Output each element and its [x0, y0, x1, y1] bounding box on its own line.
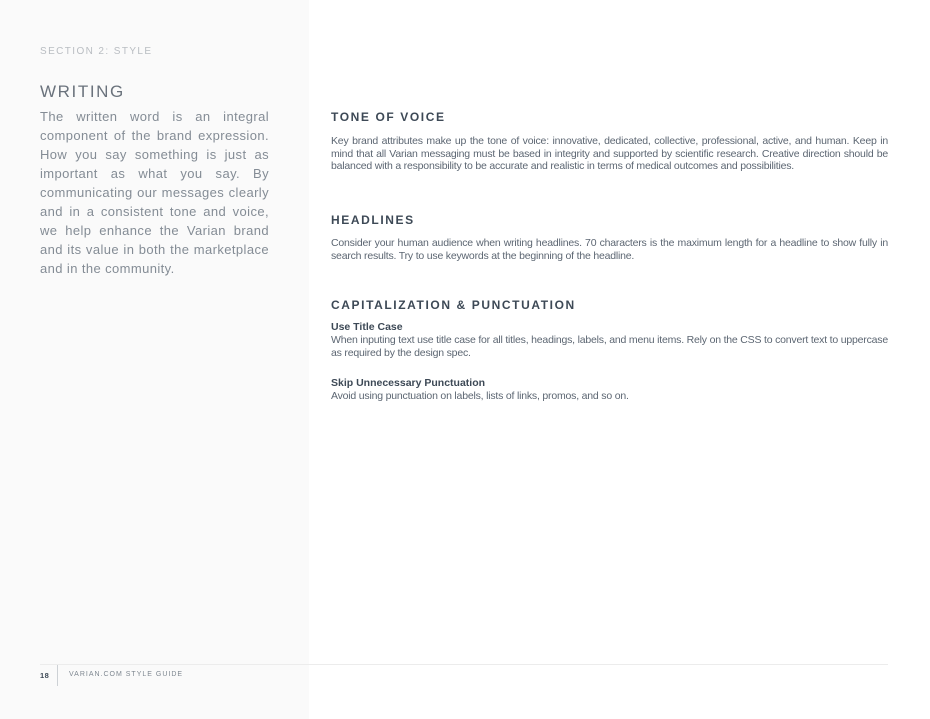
footer-rule	[40, 664, 888, 665]
page-title: WRITING	[40, 82, 125, 101]
section-heading-tone-of-voice: TONE OF VOICE	[331, 110, 446, 124]
subsection-body-use-title-case: When inputing text use title case for all titles, headings, labels, and menu items. Rely on the CSS to convert text to uppercase as required by the design spec.	[331, 334, 888, 359]
footer-page-number: 18	[40, 671, 50, 680]
subheading-use-title-case: Use Title Case	[331, 321, 403, 333]
footer-divider	[57, 665, 58, 686]
section-eyebrow: SECTION 2: STYLE	[40, 46, 153, 57]
section-body-tone-of-voice: Key brand attributes make up the tone of voice: innovative, dedicated, collective, professional, active, and human. Keep in mind that all Varian messaging must be based in integrity and supported by scientific research. Creative direction should be balanced with a responsibility to be accurate and realistic in terms of medical outcomes and possibilities.	[331, 135, 888, 173]
section-body-headlines: Consider your human audience when writing headlines. 70 characters is the maximum length for a headline to show fully in search results. Try to use keywords at the beginning of the headline.	[331, 237, 888, 262]
sidebar	[0, 0, 309, 719]
subsection-body-skip-unnecessary-punctuation: Avoid using punctuation on labels, lists of links, promos, and so on.	[331, 390, 629, 402]
content-area	[331, 0, 888, 719]
footer-document-label: VARIAN.COM STYLE GUIDE	[69, 671, 184, 678]
sidebar-intro-text: The written word is an integral component of the brand expression. How you say something is just as important as what you say. By communicating our messages clearly and in a consistent tone and voice, we help enhance the Varian brand and its value in both the marketplace and in the community.	[40, 109, 269, 276]
section-heading-capitalization-punctuation: CAPITALIZATION & PUNCTUATION	[331, 298, 576, 312]
section-heading-headlines: HEADLINES	[331, 213, 415, 227]
subheading-skip-unnecessary-punctuation: Skip Unnecessary Punctuation	[331, 377, 486, 389]
